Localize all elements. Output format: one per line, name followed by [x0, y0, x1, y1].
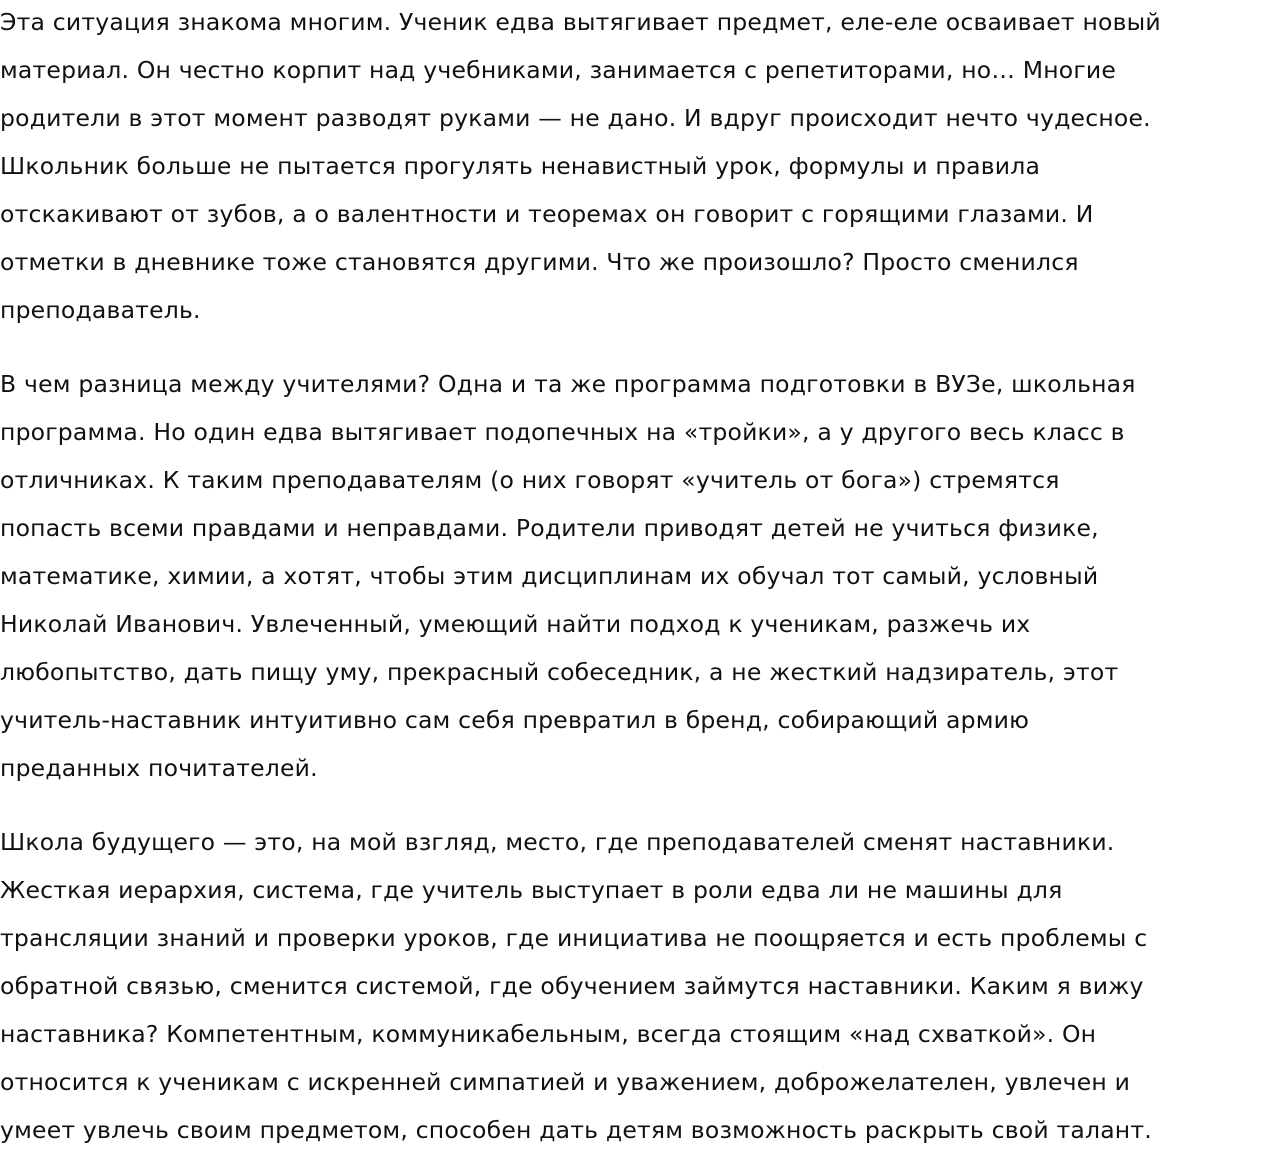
paragraph-line: В чем разница между учителями? Одна и та же программа подготовки в ВУЗе, школьная	[0, 370, 1136, 398]
paragraph-3	[0, 818, 1270, 1154]
paragraph-line: попасть всеми правдами и неправдами. Родители приводят детей не учиться физике,	[0, 514, 1099, 542]
paragraph-line: учитель-наставник интуитивно сам себя превратил в бренд, собирающий армию	[0, 706, 1030, 734]
paragraph-line: преданных почитателей.	[0, 754, 318, 782]
paragraph-line: Николай Иванович. Увлеченный, умеющий найти подход к ученикам, разжечь их	[0, 610, 1031, 638]
paragraph-line: Школа будущего — это, на мой взгляд, место, где преподавателей сменят наставники.	[0, 828, 1115, 856]
paragraph-line: преподаватель.	[0, 296, 201, 324]
paragraph-line: трансляции знаний и проверки уроков, где инициатива не поощряется и есть проблемы с	[0, 924, 1148, 952]
paragraph-line: родители в этот момент разводят руками — не дано. И вдруг происходит нечто чудесное.	[0, 104, 1151, 132]
paragraph-line: отметки в дневнике тоже становятся другими. Что же произошло? Просто сменился	[0, 248, 1079, 276]
paragraph-2	[0, 360, 1270, 792]
paragraph-line: отличниках. К таким преподавателям (о них говорят «учитель от бога») стремятся	[0, 466, 1060, 494]
paragraph-line: обратной связью, сменится системой, где обучением займутся наставники. Каким я вижу	[0, 972, 1144, 1000]
paragraph-line: относится к ученикам с искренней симпатией и уважением, доброжелателен, увлечен и	[0, 1068, 1131, 1096]
paragraph-line: умеет увлечь своим предметом, способен дать детям возможность раскрыть свой талант.	[0, 1116, 1152, 1144]
paragraph-line: отскакивают от зубов, а о валентности и теоремах он говорит с горящими глазами. И	[0, 200, 1094, 228]
paragraph-line: Эта ситуация знакома многим. Ученик едва вытягивает предмет, еле-еле осваивает новый	[0, 8, 1161, 36]
paragraph-line: Жесткая иерархия, система, где учитель выступает в роли едва ли не машины для	[0, 876, 1063, 904]
paragraph-line: материал. Он честно корпит над учебниками, занимается с репетиторами, но… Многие	[0, 56, 1117, 84]
paragraph-1	[0, 0, 1270, 334]
paragraph-line: программа. Но один едва вытягивает подопечных на «тройки», а у другого весь класс в	[0, 418, 1125, 446]
paragraph-line: любопытство, дать пищу уму, прекрасный собеседник, а не жесткий надзиратель, этот	[0, 658, 1119, 686]
paragraph-line: Школьник больше не пытается прогулять ненавистный урок, формулы и правила	[0, 152, 1041, 180]
paragraph-line: наставника? Компетентным, коммуникабельным, всегда стоящим «над схваткой». Он	[0, 1020, 1097, 1048]
paragraph-line: математике, химии, а хотят, чтобы этим дисциплинам их обучал тот самый, условный	[0, 562, 1099, 590]
